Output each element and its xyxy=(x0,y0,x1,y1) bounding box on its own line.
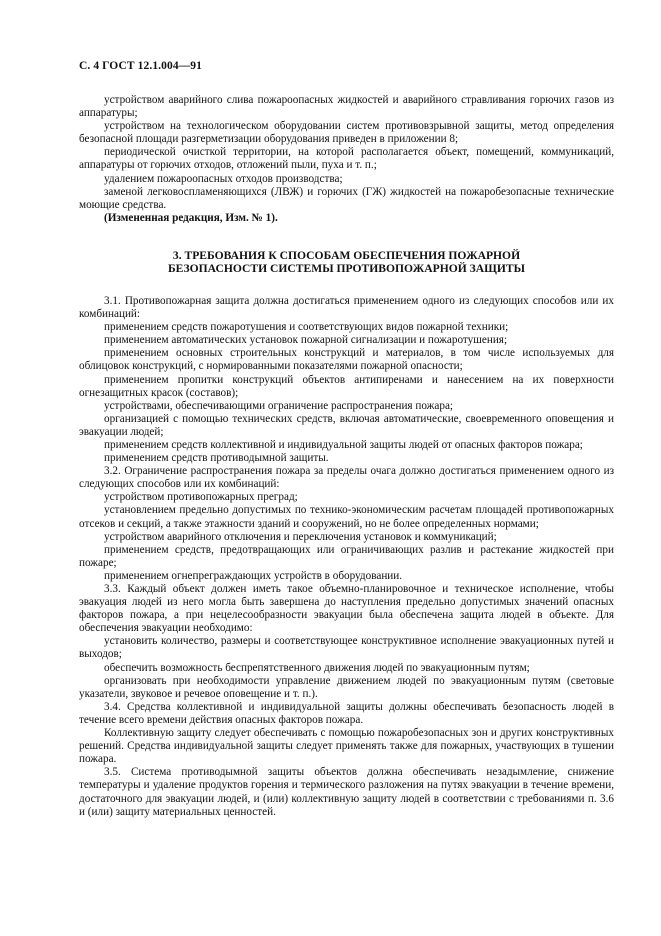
paragraph: применением огнепреграждающих устройств в оборудовании. xyxy=(104,569,403,582)
paragraph: заменой легковоспламеняющихся (ЛВЖ) и горючих (ГЖ) жидкостей на пожаробезопасные технические моющие средства. xyxy=(79,185,614,211)
paragraph: применением средств, предотвращающих или ограничивающих разлив и растекание жидкостей при пожаре; xyxy=(79,543,614,569)
section-heading-line2: БЕЗОПАСНОСТИ СИСТЕМЫ ПРОТИВОПОЖАРНОЙ ЗАЩИТЫ xyxy=(167,262,526,276)
paragraph: организацией с помощью технических средств, включая автоматические, своевременного оповещения и эвакуации людей; xyxy=(79,412,614,438)
paragraph: установить количество, размеры и соответствующее конструктивное исполнение эвакуационных путей и выходов; xyxy=(79,635,614,661)
paragraph: периодической очисткой территории, на которой располагается объект, помещений, коммуникаций, аппаратуры от горючих отходов, отложений пыли, пуха и т. п.; xyxy=(79,146,614,172)
paragraph: 3.1. Противопожарная защита должна достигаться применением одного из следующих способов или их комбинаций: xyxy=(79,294,614,321)
paragraph: 3.3. Каждый объект должен иметь такое объемно-планировочное и техническое исполнение, чтобы эвакуация людей из него могла быть завершена до наступления предельно допустимых значений опасных факторов пожара, а при нецелесообразности эвакуации была обеспечена защита людей в объекте. Для обеспечения эвакуации необходимо: xyxy=(79,583,614,635)
paragraph: Коллективную защиту следует обеспечивать с помощью пожаробезопасных зон и других конструктивных решений. Средства индивидуальной защиты следует применять также для пожарных, участвующих в тушении пожара. xyxy=(79,727,614,766)
paragraph: установлением предельно допустимых по технико-экономическим расчетам площадей противопожарных отсеков и секций, а также этажности зданий и сооружений, но не более определенных нормами; xyxy=(79,504,614,530)
paragraph: применением средств противодымной защиты. xyxy=(104,452,329,465)
document-body xyxy=(79,94,614,819)
section-heading-line1: 3. ТРЕБОВАНИЯ К СПОСОБАМ ОБЕСПЕЧЕНИЯ ПОЖАРНОЙ xyxy=(172,248,521,262)
paragraph: применением средств коллективной и индивидуальной защиты людей от опасных факторов пожара; xyxy=(104,438,583,451)
paragraph: применением средств пожаротушения и соответствующих видов пожарной техники; xyxy=(104,321,509,334)
paragraph: применением пропитки конструкций объектов антипиренами и нанесением на их поверхности огнезащитных красок (составов); xyxy=(79,373,614,399)
paragraph: устройствами, обеспечивающими ограничение распространения пожара; xyxy=(104,399,454,412)
paragraph: устройством аварийного слива пожароопасных жидкостей и аварийного стравливания горючих газов из аппаратуры; xyxy=(79,94,614,120)
paragraph: обеспечить возможность беспрепятственного движения людей по эвакуационным путям; xyxy=(104,661,530,674)
paragraph: устройством аварийного отключения и переключения установок и коммуникаций; xyxy=(104,530,497,543)
paragraph: применением основных строительных конструкций и материалов, в том числе используемых для облицовок конструкций, с нормированными показателями пожарной опасности; xyxy=(79,347,614,373)
paragraph: организовать при необходимости управление движением людей по эвакуационным путям (световые указатели, звуковое и речевое оповещение и т. п.). xyxy=(79,674,614,700)
paragraph: 3.5. Система противодымной защиты объектов должна обеспечивать незадымление, снижение температуры и удаление продуктов горения и термического разложения на путях эвакуации в течение времени, достаточного для эвакуации людей, и (или) коллективную защиту людей в соответствии с требованиями п. 3.6 и (или) защиту материальных ценностей. xyxy=(79,766,614,818)
page-header: С. 4 ГОСТ 12.1.004—91 xyxy=(79,60,202,72)
paragraph: применением автоматических установок пожарной сигнализации и пожаротушения; xyxy=(104,334,508,347)
paragraph: устройством противопожарных преград; xyxy=(104,491,298,504)
paragraph: 3.4. Средства коллективной и индивидуальной защиты должны обеспечивать безопасность людей в течение всего времени действия опасных факторов пожара. xyxy=(79,700,614,726)
paragraph: 3.2. Ограничение распространения пожара за пределы очага должно достигаться применением одного из следующих способов или их комбинаций: xyxy=(79,465,614,491)
section-heading xyxy=(79,249,614,276)
amendment-note: (Измененная редакция, Изм. № 1). xyxy=(104,211,278,224)
paragraph: удалением пожароопасных отходов производства; xyxy=(104,172,343,185)
paragraph: устройством на технологическом оборудовании систем противовзрывной защиты, метод определения безопасной площади разгерметизации оборудования приведен в приложении 8; xyxy=(79,120,614,146)
